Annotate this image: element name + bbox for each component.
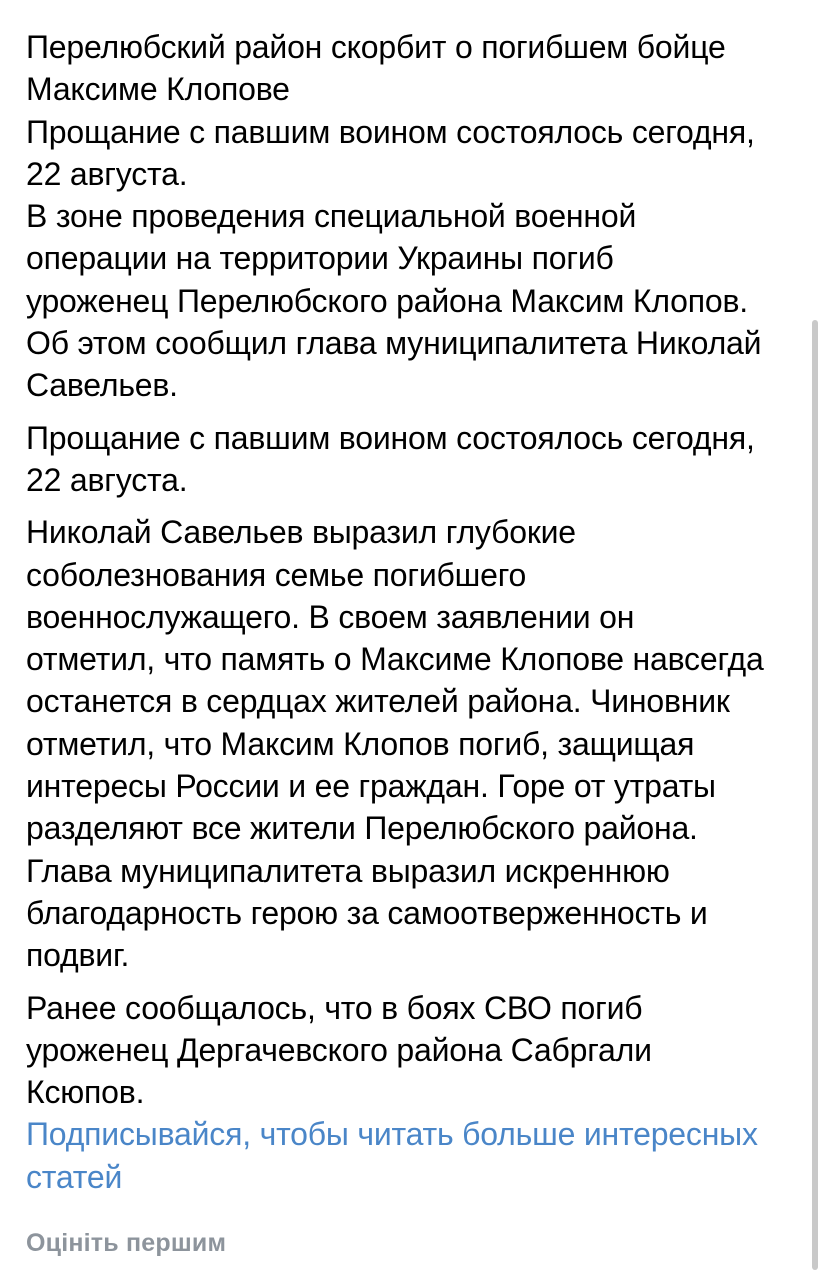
post-paragraph-condolences: Николай Савельев выразил глубокие соболезнования семье погибшего военнослужащего. В своем заявлении он отметил, что память о Максиме Клопове навсегда останется в сердцах жителей района. Чиновник отметил, что Максим Клопов погиб, защищая интересы России и ее граждан. Горе от утраты разделяют все жители Перелюбского района. Глава муниципалитета выразил искреннюю благодарность герою за самоотверженность и подвиг. [26, 514, 764, 974]
post-paragraph-earlier: Ранее сообщалось, что в боях СВО погиб уроженец Дергачевского района Сабргали Ксюпов. [26, 989, 652, 1111]
post-paragraph-intro: Перелюбский район скорбит о погибшем бойце Максиме Клопове Прощание с павшим воином состоялось сегодня, 22 августа. В зоне проведения специальной военной операции на территории Украины погиб уроженец Перелюбского района Максим Клопов. Об этом сообщил глава муниципалитета Николай Савельев. [26, 29, 762, 404]
subscribe-link[interactable]: Подписывайся, чтобы читать больше интересных статей [26, 1116, 758, 1195]
post-paragraph-farewell: Прощание с павшим воином состоялось сегодня, 22 августа. [26, 419, 755, 498]
post-body [26, 26, 798, 1198]
scrollbar[interactable] [812, 320, 818, 1270]
rate-first-button[interactable]: Оцініть першим [26, 1229, 227, 1257]
